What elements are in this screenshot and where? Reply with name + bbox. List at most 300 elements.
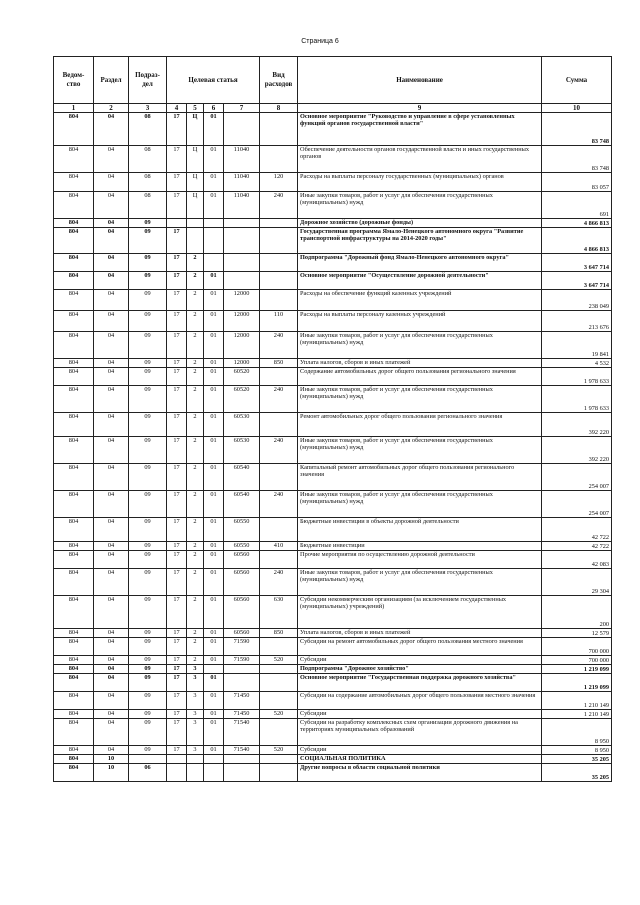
cell-target-subprogram: 3 — [187, 746, 204, 755]
cell-ved: 804 — [54, 719, 94, 746]
cell-ved: 804 — [54, 386, 94, 413]
table-header — [54, 57, 612, 113]
cell-razdel: 04 — [94, 368, 129, 386]
column-number: 8 — [260, 104, 298, 113]
table-row — [54, 290, 612, 311]
cell-podrazdel: 09 — [129, 596, 167, 629]
column-number: 4 — [167, 104, 187, 113]
cell-name: Иные закупки товаров, работ и услуг для обеспечения государственных (муниципальных) нужд — [298, 192, 542, 219]
table-row — [54, 491, 612, 518]
cell-expense-type — [260, 755, 298, 764]
cell-target-direction: 71590 — [224, 656, 260, 665]
table-row — [54, 272, 612, 290]
cell-target-subprogram: Ц — [187, 173, 204, 192]
cell-expense-type — [260, 764, 298, 782]
cell-name: Иные закупки товаров, работ и услуг для обеспечения государственных (муниципальных) нужд — [298, 569, 542, 596]
cell-name: Расходы на выплаты персоналу государственных (муниципальных) органов — [298, 173, 542, 192]
cell-target-direction: 60530 — [224, 437, 260, 464]
cell-ved: 804 — [54, 674, 94, 692]
cell-target-event: 01 — [204, 290, 224, 311]
cell-name: СОЦИАЛЬНАЯ ПОЛИТИКА — [298, 755, 542, 764]
table-row — [54, 719, 612, 746]
cell-sum: 1 219 099 — [542, 665, 612, 674]
cell-expense-type: 240 — [260, 491, 298, 518]
cell-podrazdel: 09 — [129, 551, 167, 569]
table-row — [54, 551, 612, 569]
cell-sum: 1 210 149 — [542, 710, 612, 719]
cell-target-direction: 71540 — [224, 746, 260, 755]
cell-target-direction — [224, 764, 260, 782]
cell-razdel: 04 — [94, 272, 129, 290]
cell-target-subprogram — [187, 219, 204, 228]
cell-target-subprogram: 2 — [187, 311, 204, 332]
cell-name: Субсидии на разработку комплексных схем организации дорожного движения на территориях муниципальных образований — [298, 719, 542, 746]
cell-target-program: 17 — [167, 638, 187, 656]
cell-target-direction — [224, 755, 260, 764]
cell-sum: 213 676 — [542, 311, 612, 332]
cell-target-direction — [224, 272, 260, 290]
cell-razdel: 04 — [94, 437, 129, 464]
cell-ved: 804 — [54, 290, 94, 311]
table-row — [54, 764, 612, 782]
cell-target-subprogram: 2 — [187, 359, 204, 368]
cell-target-program: 17 — [167, 710, 187, 719]
header-target: Целевая статья — [167, 57, 260, 104]
cell-podrazdel: 09 — [129, 692, 167, 710]
cell-expense-type — [260, 368, 298, 386]
cell-ved: 804 — [54, 491, 94, 518]
cell-target-subprogram: 3 — [187, 665, 204, 674]
table-row — [54, 192, 612, 219]
cell-target-event: 01 — [204, 192, 224, 219]
cell-razdel: 04 — [94, 228, 129, 254]
table-row — [54, 413, 612, 437]
column-number: 6 — [204, 104, 224, 113]
cell-target-subprogram: 2 — [187, 368, 204, 386]
cell-target-event: 01 — [204, 332, 224, 359]
table-row — [54, 629, 612, 638]
cell-ved: 804 — [54, 192, 94, 219]
cell-expense-type — [260, 413, 298, 437]
cell-target-event — [204, 665, 224, 674]
cell-target-subprogram: Ц — [187, 192, 204, 219]
cell-expense-type — [260, 638, 298, 656]
cell-podrazdel: 09 — [129, 629, 167, 638]
cell-sum: 83 057 — [542, 173, 612, 192]
cell-expense-type — [260, 146, 298, 173]
cell-target-event: 01 — [204, 272, 224, 290]
cell-podrazdel: 08 — [129, 113, 167, 146]
column-number: 2 — [94, 104, 129, 113]
cell-ved: 804 — [54, 569, 94, 596]
cell-expense-type: 240 — [260, 386, 298, 413]
cell-target-direction — [224, 674, 260, 692]
cell-target-direction — [224, 665, 260, 674]
cell-razdel: 04 — [94, 413, 129, 437]
cell-ved: 804 — [54, 638, 94, 656]
cell-target-direction: 11040 — [224, 146, 260, 173]
cell-target-event: 01 — [204, 692, 224, 710]
cell-target-direction: 60550 — [224, 542, 260, 551]
cell-sum: 238 049 — [542, 290, 612, 311]
cell-sum: 4 532 — [542, 359, 612, 368]
cell-sum: 1 210 149 — [542, 692, 612, 710]
cell-razdel: 04 — [94, 746, 129, 755]
cell-razdel: 04 — [94, 146, 129, 173]
cell-target-program: 17 — [167, 569, 187, 596]
cell-name: Субсидии — [298, 746, 542, 755]
cell-target-subprogram: 3 — [187, 719, 204, 746]
cell-sum: 700 000 — [542, 638, 612, 656]
cell-razdel: 04 — [94, 359, 129, 368]
cell-target-subprogram: 2 — [187, 254, 204, 272]
cell-ved: 804 — [54, 746, 94, 755]
cell-target-event: 01 — [204, 113, 224, 146]
cell-podrazdel: 09 — [129, 228, 167, 254]
cell-podrazdel: 09 — [129, 746, 167, 755]
cell-ved: 804 — [54, 656, 94, 665]
column-number: 3 — [129, 104, 167, 113]
table-row — [54, 228, 612, 254]
cell-podrazdel: 09 — [129, 542, 167, 551]
table-row — [54, 359, 612, 368]
cell-podrazdel: 09 — [129, 719, 167, 746]
cell-target-program: 17 — [167, 656, 187, 665]
cell-name: Иные закупки товаров, работ и услуг для обеспечения государственных (муниципальных) нужд — [298, 332, 542, 359]
cell-sum: 35 205 — [542, 764, 612, 782]
cell-target-direction: 11040 — [224, 173, 260, 192]
table-row — [54, 437, 612, 464]
cell-podrazdel: 09 — [129, 254, 167, 272]
table-row — [54, 569, 612, 596]
column-number: 1 — [54, 104, 94, 113]
table-row — [54, 219, 612, 228]
cell-name: Субсидии некоммерческим организациям (за исключением государственных (муниципальных) учреждений) — [298, 596, 542, 629]
cell-target-program: 17 — [167, 674, 187, 692]
table-row — [54, 518, 612, 542]
cell-name: Иные закупки товаров, работ и услуг для обеспечения государственных (муниципальных) нужд — [298, 437, 542, 464]
cell-expense-type: 850 — [260, 629, 298, 638]
cell-target-subprogram: 2 — [187, 656, 204, 665]
cell-ved: 804 — [54, 551, 94, 569]
cell-sum: 12 579 — [542, 629, 612, 638]
cell-target-subprogram: 2 — [187, 413, 204, 437]
cell-podrazdel: 09 — [129, 518, 167, 542]
cell-target-subprogram: 2 — [187, 491, 204, 518]
header-sum: Сумма — [542, 57, 612, 104]
cell-target-program: 17 — [167, 692, 187, 710]
cell-target-event: 01 — [204, 656, 224, 665]
cell-sum: 1 978 633 — [542, 368, 612, 386]
cell-target-direction: 60530 — [224, 413, 260, 437]
cell-ved: 804 — [54, 332, 94, 359]
cell-ved: 804 — [54, 764, 94, 782]
cell-target-event: 01 — [204, 413, 224, 437]
column-number: 9 — [298, 104, 542, 113]
cell-target-subprogram: 2 — [187, 518, 204, 542]
cell-razdel: 04 — [94, 665, 129, 674]
cell-expense-type: 520 — [260, 710, 298, 719]
table-row — [54, 368, 612, 386]
cell-expense-type: 240 — [260, 332, 298, 359]
cell-target-subprogram: 2 — [187, 551, 204, 569]
cell-podrazdel — [129, 755, 167, 764]
cell-sum: 83 748 — [542, 146, 612, 173]
cell-expense-type: 120 — [260, 173, 298, 192]
cell-target-program: 17 — [167, 113, 187, 146]
cell-target-program: 17 — [167, 464, 187, 491]
cell-razdel: 04 — [94, 692, 129, 710]
table-row — [54, 710, 612, 719]
cell-sum: 392 220 — [542, 437, 612, 464]
cell-sum: 42 722 — [542, 518, 612, 542]
cell-expense-type: 630 — [260, 596, 298, 629]
cell-podrazdel: 09 — [129, 359, 167, 368]
cell-sum: 700 000 — [542, 656, 612, 665]
cell-name: Подпрограмма "Дорожный фонд Ямало-Ненецкого автономного округа" — [298, 254, 542, 272]
cell-sum: 42 722 — [542, 542, 612, 551]
cell-target-event: 01 — [204, 518, 224, 542]
table-row — [54, 464, 612, 491]
cell-target-direction: 12000 — [224, 311, 260, 332]
header-vid: Вид расходов — [260, 57, 298, 104]
cell-target-event: 01 — [204, 368, 224, 386]
cell-expense-type — [260, 228, 298, 254]
header-ved: Ведом-ство — [54, 57, 94, 104]
cell-podrazdel: 09 — [129, 710, 167, 719]
cell-target-event — [204, 228, 224, 254]
cell-sum: 19 841 — [542, 332, 612, 359]
cell-razdel: 04 — [94, 638, 129, 656]
cell-name: Бюджетные инвестиции в объекты дорожной деятельности — [298, 518, 542, 542]
cell-ved: 804 — [54, 692, 94, 710]
cell-podrazdel: 09 — [129, 491, 167, 518]
cell-target-program: 17 — [167, 290, 187, 311]
cell-target-subprogram — [187, 228, 204, 254]
cell-target-direction: 60520 — [224, 386, 260, 413]
cell-name: Обеспечение деятельности органов государственной власти и иных государственных органов — [298, 146, 542, 173]
cell-name: Субсидии на содержание автомобильных дорог общего пользования местного значения — [298, 692, 542, 710]
column-number-row — [54, 104, 612, 113]
cell-sum: 8 950 — [542, 719, 612, 746]
cell-ved: 804 — [54, 755, 94, 764]
cell-razdel: 04 — [94, 518, 129, 542]
cell-target-event: 01 — [204, 551, 224, 569]
cell-target-event: 01 — [204, 311, 224, 332]
cell-ved: 804 — [54, 542, 94, 551]
table-row — [54, 146, 612, 173]
cell-razdel: 04 — [94, 113, 129, 146]
cell-target-event: 01 — [204, 746, 224, 755]
cell-razdel: 04 — [94, 719, 129, 746]
table-row — [54, 332, 612, 359]
cell-target-event: 01 — [204, 710, 224, 719]
cell-sum: 1 978 633 — [542, 386, 612, 413]
cell-target-event: 01 — [204, 542, 224, 551]
cell-name: Основное мероприятие "Государственная поддержка дорожного хозяйства" — [298, 674, 542, 692]
cell-target-subprogram: 2 — [187, 542, 204, 551]
cell-target-program: 17 — [167, 192, 187, 219]
cell-ved: 804 — [54, 413, 94, 437]
cell-target-program: 17 — [167, 173, 187, 192]
cell-target-program: 17 — [167, 719, 187, 746]
cell-razdel: 04 — [94, 290, 129, 311]
cell-target-event: 01 — [204, 437, 224, 464]
cell-razdel: 04 — [94, 254, 129, 272]
header-razdel: Раздел — [94, 57, 129, 104]
cell-razdel: 10 — [94, 764, 129, 782]
cell-expense-type: 240 — [260, 569, 298, 596]
cell-sum: 83 748 — [542, 113, 612, 146]
table-row — [54, 311, 612, 332]
cell-podrazdel: 09 — [129, 386, 167, 413]
cell-sum: 254 007 — [542, 464, 612, 491]
cell-target-program: 17 — [167, 596, 187, 629]
cell-name: Субсидии — [298, 710, 542, 719]
cell-sum: 200 — [542, 596, 612, 629]
cell-target-subprogram: 2 — [187, 437, 204, 464]
cell-target-direction: 12000 — [224, 359, 260, 368]
cell-target-direction: 60540 — [224, 491, 260, 518]
cell-target-subprogram: 2 — [187, 638, 204, 656]
cell-target-program — [167, 764, 187, 782]
cell-ved: 804 — [54, 665, 94, 674]
cell-expense-type — [260, 464, 298, 491]
cell-name: Другие вопросы в области социальной политики — [298, 764, 542, 782]
table-row — [54, 173, 612, 192]
cell-target-event — [204, 764, 224, 782]
header-name: Наименование — [298, 57, 542, 104]
cell-razdel: 04 — [94, 491, 129, 518]
table-row — [54, 755, 612, 764]
cell-target-program: 17 — [167, 311, 187, 332]
cell-target-event: 01 — [204, 719, 224, 746]
cell-name: Основное мероприятие "Осуществление дорожной деятельности" — [298, 272, 542, 290]
cell-name: Содержание автомобильных дорог общего пользования регионального значения — [298, 368, 542, 386]
cell-podrazdel: 09 — [129, 332, 167, 359]
cell-expense-type — [260, 290, 298, 311]
cell-target-event: 01 — [204, 629, 224, 638]
column-number: 5 — [187, 104, 204, 113]
cell-podrazdel: 08 — [129, 192, 167, 219]
cell-ved: 804 — [54, 359, 94, 368]
cell-target-program — [167, 755, 187, 764]
cell-ved: 804 — [54, 173, 94, 192]
cell-ved: 804 — [54, 629, 94, 638]
cell-ved: 804 — [54, 219, 94, 228]
cell-target-direction: 60540 — [224, 464, 260, 491]
cell-sum: 4 866 813 — [542, 219, 612, 228]
table-row — [54, 254, 612, 272]
cell-name: Бюджетные инвестиции — [298, 542, 542, 551]
table-row — [54, 542, 612, 551]
table-row — [54, 692, 612, 710]
cell-sum: 29 304 — [542, 569, 612, 596]
cell-expense-type — [260, 272, 298, 290]
cell-target-event: 01 — [204, 359, 224, 368]
table-row — [54, 638, 612, 656]
cell-target-direction: 60560 — [224, 596, 260, 629]
cell-podrazdel: 09 — [129, 219, 167, 228]
cell-razdel: 04 — [94, 219, 129, 228]
cell-sum: 3 647 714 — [542, 272, 612, 290]
cell-target-subprogram: 2 — [187, 386, 204, 413]
cell-podrazdel: 09 — [129, 413, 167, 437]
cell-target-subprogram: 2 — [187, 464, 204, 491]
cell-name: Государственная программа Ямало-Ненецкого автономного округа "Развитие транспортной инфраструктуры на 2014-2020 годы" — [298, 228, 542, 254]
cell-target-subprogram — [187, 764, 204, 782]
cell-target-program: 17 — [167, 491, 187, 518]
cell-razdel: 04 — [94, 656, 129, 665]
cell-target-program: 17 — [167, 437, 187, 464]
cell-target-event — [204, 219, 224, 228]
cell-target-event: 01 — [204, 596, 224, 629]
cell-target-subprogram: 2 — [187, 272, 204, 290]
cell-expense-type — [260, 692, 298, 710]
cell-target-direction: 60560 — [224, 569, 260, 596]
cell-name: Субсидии на ремонт автомобильных дорог общего пользования местного значения — [298, 638, 542, 656]
cell-ved: 804 — [54, 311, 94, 332]
cell-name: Уплата налогов, сборов и иных платежей — [298, 359, 542, 368]
cell-sum: 35 205 — [542, 755, 612, 764]
cell-ved: 804 — [54, 228, 94, 254]
cell-ved: 804 — [54, 272, 94, 290]
cell-podrazdel: 09 — [129, 464, 167, 491]
table-row — [54, 665, 612, 674]
cell-ved: 804 — [54, 368, 94, 386]
cell-name: Иные закупки товаров, работ и услуг для обеспечения государственных (муниципальных) нужд — [298, 491, 542, 518]
cell-target-direction: 60560 — [224, 551, 260, 569]
cell-podrazdel: 09 — [129, 569, 167, 596]
cell-target-program: 17 — [167, 332, 187, 359]
cell-podrazdel: 09 — [129, 272, 167, 290]
cell-sum: 1 219 099 — [542, 674, 612, 692]
page-label: Страница 6 — [301, 38, 339, 45]
cell-name: Расходы на обеспечение функций казенных учреждений — [298, 290, 542, 311]
table-row — [54, 674, 612, 692]
cell-target-subprogram: Ц — [187, 146, 204, 173]
cell-name: Субсидии — [298, 656, 542, 665]
cell-razdel: 04 — [94, 674, 129, 692]
cell-target-direction: 71450 — [224, 710, 260, 719]
cell-name: Подпрограмма "Дорожное хозяйство" — [298, 665, 542, 674]
cell-razdel: 04 — [94, 551, 129, 569]
cell-razdel: 04 — [94, 173, 129, 192]
cell-target-direction — [224, 113, 260, 146]
cell-sum: 3 647 714 — [542, 254, 612, 272]
cell-target-program: 17 — [167, 254, 187, 272]
cell-expense-type — [260, 665, 298, 674]
cell-podrazdel: 08 — [129, 173, 167, 192]
cell-sum: 4 866 813 — [542, 228, 612, 254]
cell-expense-type — [260, 719, 298, 746]
cell-podrazdel: 08 — [129, 146, 167, 173]
cell-expense-type — [260, 219, 298, 228]
cell-razdel: 04 — [94, 192, 129, 219]
cell-target-subprogram: 2 — [187, 629, 204, 638]
cell-podrazdel: 09 — [129, 638, 167, 656]
cell-expense-type: 410 — [260, 542, 298, 551]
cell-razdel: 04 — [94, 596, 129, 629]
cell-ved: 804 — [54, 464, 94, 491]
cell-target-subprogram: 2 — [187, 569, 204, 596]
cell-target-event: 01 — [204, 569, 224, 596]
column-number: 10 — [542, 104, 612, 113]
cell-razdel: 04 — [94, 464, 129, 491]
cell-name: Уплата налогов, сборов и иных платежей — [298, 629, 542, 638]
cell-target-program: 17 — [167, 272, 187, 290]
cell-expense-type — [260, 254, 298, 272]
